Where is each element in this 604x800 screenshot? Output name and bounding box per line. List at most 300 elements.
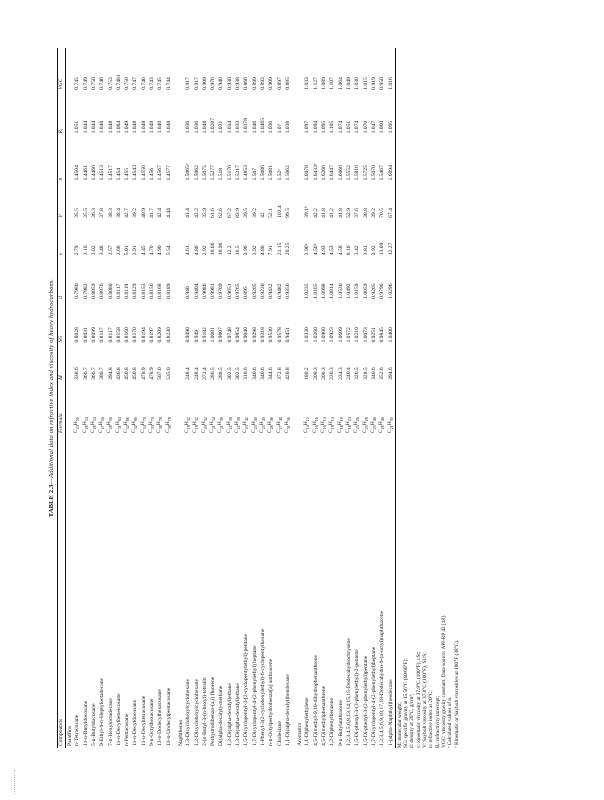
value-cell: 41.7 — [149, 208, 156, 218]
value-cell: 0.9230 — [260, 283, 267, 299]
value-cell: 1.015 — [362, 77, 369, 90]
group-header-row — [66, 48, 74, 748]
table-row — [165, 48, 173, 748]
footnote-line: ᵃ Calculated values of n. — [447, 696, 454, 748]
value-cell: 3.66 — [115, 245, 122, 256]
column-header: V — [58, 183, 66, 220]
value-cell: 1.074 — [337, 120, 344, 134]
table-row — [192, 48, 200, 748]
value-cell: 0.9356 — [284, 283, 291, 299]
value-cell: 67.4 — [387, 183, 396, 220]
table-row — [345, 48, 353, 748]
value-cell: 3.10 — [82, 245, 89, 256]
hydrocarbon-data-table — [57, 48, 396, 748]
table-row — [201, 48, 209, 748]
value-cell: 12.2 — [226, 245, 233, 256]
column-header: Compounds — [58, 435, 66, 748]
formula-cell: $C_{32}H_{66}$ — [131, 417, 139, 433]
table-row — [259, 48, 267, 748]
value-cell: 0.9040 — [243, 327, 250, 343]
formula-cell: $C_{16}H_{14}$ — [320, 417, 328, 433]
footnote-line: n: refractive index at 20°C; — [428, 690, 435, 748]
value-cell: 1.048 — [132, 120, 139, 134]
footnote-line: Rᵢ: refractivity intercept; — [434, 695, 441, 748]
value-cell: 103.4 — [276, 205, 283, 218]
value-cell: 1.036 — [268, 120, 275, 134]
table-row — [337, 48, 345, 748]
value-cell: 1.0296 — [387, 257, 396, 301]
value-cell: 0.750 — [90, 77, 97, 90]
table-row — [90, 48, 98, 748]
value-cell: 0.949 — [193, 329, 200, 343]
compound-name: 11-n-Decyldocosane — [132, 699, 139, 746]
value-cell: 0.917 — [185, 77, 192, 90]
value-cell: 206.3 — [321, 367, 328, 380]
compound-name: 1,5-Di-phenyl-3-(3-phenylethyl)-2-pentene — [354, 649, 361, 746]
compound-name: 7-n-Hexyloctadecane — [107, 698, 114, 746]
value-cell: 1.455 — [124, 167, 131, 181]
value-cell: 5.54 — [165, 245, 172, 256]
table-row — [184, 48, 192, 748]
value-cell: 0.9086 — [201, 283, 208, 299]
value-cell: 340.6 — [370, 367, 377, 380]
value-cell: 0.940 — [218, 77, 225, 90]
formula-cell: $C_{27}H_{56}$ — [98, 417, 106, 433]
value-cell: 1.5176 — [226, 165, 233, 181]
value-cell: 0.8129 — [132, 283, 139, 299]
value-cell: 3.92 — [370, 245, 377, 256]
value-cell: 42.2 — [312, 208, 319, 218]
value-cell: 1.5062 — [284, 165, 291, 181]
table-header-row — [58, 48, 66, 748]
value-cell: 208.3 — [312, 367, 319, 380]
value-cell: 1.4504 — [74, 165, 81, 181]
value-cell: 234.3 — [337, 367, 344, 380]
value-cell: 36.3 — [90, 208, 97, 218]
compound-name: 2-(n-Butyl-3-(n-hexyl)-tetralin — [201, 677, 208, 746]
value-cell: 450.8 — [132, 367, 139, 380]
formula-cell: $C_{27}H_{48}$ — [275, 417, 283, 433]
formula-cell: $C_{31}H_{64}$ — [114, 417, 122, 433]
value-cell: 0.8031 — [82, 327, 89, 343]
value-cell: 1.0287 — [210, 118, 217, 134]
value-cell: 3.81 — [362, 245, 369, 256]
value-cell: 62.6 — [218, 208, 225, 218]
value-cell: 35.9 — [201, 208, 208, 218]
footnote-line: d: density at 20°C, g/cm³; — [409, 693, 416, 748]
value-cell: 1.5070 — [370, 165, 377, 181]
compound-name: 1,7-Dicyclopentyl-4-(2-phenylethyl)heptane — [370, 646, 377, 746]
value-cell: 0.8059 — [90, 283, 97, 299]
value-cell: 0.930 — [226, 77, 233, 90]
compound-name: Cholestane — [276, 721, 283, 746]
formula-cell: $C_{25}H_{28}$ — [361, 417, 369, 433]
value-cell: 0.909 — [268, 77, 275, 90]
value-cell: 4.90 — [157, 245, 164, 256]
formula-cell: $C_{34}H_{70}$ — [148, 417, 156, 433]
value-cell: 1.0235 — [304, 283, 311, 299]
value-cell: 0.743 — [149, 77, 156, 90]
value-cell: 20.25 — [284, 242, 291, 256]
formula-cell: $C_{18}H_{14}$ — [328, 417, 336, 433]
value-cell: 1.5816 — [354, 165, 361, 181]
formula-cell: $C_{21}H_{36}$ — [217, 417, 225, 433]
compound-name: Perhydrodibenzo-(a,i) fluorene — [210, 676, 217, 746]
value-cell: 1.6066 — [337, 165, 344, 181]
formula-cell: $C_{18}H_{32}$ — [192, 417, 200, 433]
compound-name: 1,1-Di(alpha-decalyl)hendecane — [284, 674, 291, 746]
value-cell: 0.8170 — [132, 327, 139, 343]
formula-cell: $C_{22}H_{38}$ — [225, 417, 233, 433]
compound-name: 13-n-Dodecylhexacosane — [157, 689, 164, 746]
table-row — [276, 48, 284, 748]
rotated-table-page — [48, 48, 458, 748]
value-cell: 39.2 — [132, 208, 139, 218]
value-cell: 302.5 — [235, 367, 242, 380]
value-cell: 0.9651 — [226, 283, 233, 299]
table-row — [82, 48, 90, 748]
value-cell: 302.5 — [226, 367, 233, 380]
group-title: Naphthenes — [177, 719, 184, 746]
value-cell: 0.745 — [74, 77, 81, 90]
value-cell: 366.7 — [82, 367, 89, 380]
compound-name: n-Tetracosane — [74, 714, 81, 746]
value-cell: 0.885 — [284, 77, 291, 90]
value-cell: 1.094 — [312, 120, 319, 134]
value-cell: 1.518 — [218, 167, 225, 181]
column-header: Formula — [58, 382, 66, 435]
compound-name: 1,2-Dicyclohexylcyclohexane — [193, 679, 200, 746]
value-cell: 4.93 — [321, 245, 328, 256]
value-cell: 0.8156 — [149, 283, 156, 299]
value-cell: 0.9205 — [251, 283, 258, 299]
compound-name: 5-n-Butyldocosane — [90, 703, 97, 746]
value-cell: 83.9 — [235, 208, 242, 218]
value-cell: 1.4577 — [165, 165, 172, 181]
table-body — [66, 48, 396, 748]
value-cell: 0.747 — [132, 77, 139, 90]
value-cell: 0.7983 — [82, 283, 89, 299]
value-cell: 4.44 — [165, 208, 172, 218]
value-cell: 3.92 — [251, 245, 258, 256]
value-cell: 1.107 — [329, 77, 336, 90]
value-cell: 1.051 — [74, 120, 81, 134]
value-cell: 1.5467 — [379, 165, 386, 181]
formula-cell: $C_{23}H_{42}$ — [242, 417, 250, 433]
value-cell: 1.016 — [387, 48, 396, 92]
value-cell: 4.45 — [140, 245, 147, 256]
value-cell: 1.0165 — [312, 283, 319, 299]
compound-name: 4,5-Dimethylphenanthrene — [321, 685, 328, 746]
value-cell: 40.9 — [140, 208, 147, 218]
table-row — [209, 48, 217, 748]
value-cell: 0.8117 — [107, 327, 114, 343]
column-header: M — [58, 345, 66, 382]
value-cell: 1.52ᵃ — [276, 169, 283, 181]
formula-cell: $C_{21}H_{30}$ — [387, 382, 396, 435]
value-cell: 1.4466 — [90, 165, 97, 181]
value-cell: 3.02 — [90, 245, 97, 256]
value-cell: 0.749 — [82, 77, 89, 90]
table-title: Additional data on refractive index and viscosity of heavy hydrocarbons. — [48, 278, 55, 478]
table-row — [378, 48, 386, 748]
value-cell: 0.8028 — [74, 327, 81, 343]
value-cell: 1.084 — [115, 120, 122, 134]
value-cell: 1.048 — [165, 120, 172, 134]
compound-name: 1,1-Diphenylethylene — [304, 697, 311, 746]
value-cell: 0.8099 — [90, 327, 97, 343]
value-cell: 1.047 — [370, 120, 377, 134]
table-row — [73, 48, 81, 748]
table-label: TABLE 2.3 — [48, 484, 55, 518]
value-cell: 1.6447 — [329, 165, 336, 181]
formula-cell: $C_{32}H_{66}$ — [123, 417, 131, 433]
value-cell: 0.895 — [243, 286, 250, 299]
value-cell: 0.9404 — [193, 283, 200, 299]
value-cell: 0.976 — [210, 77, 217, 90]
table-row — [98, 48, 106, 748]
value-cell: 428.8 — [284, 367, 291, 380]
value-cell: 0.746 — [140, 77, 147, 90]
value-cell: 1.095 — [321, 120, 328, 134]
value-cell: 0.9318 — [260, 327, 267, 343]
value-cell: 0.909 — [201, 77, 208, 90]
value-cell: 1.4853 — [243, 165, 250, 181]
column-header: ν — [58, 220, 66, 257]
value-cell: 41.8 — [321, 208, 328, 218]
compound-name: n-n-Octylperhydrobenzo[a] anthracene — [268, 658, 275, 746]
compound-name: 11-n-Decyltetracosane — [140, 695, 147, 746]
value-cell: 1.046 — [251, 120, 258, 134]
compound-name: 1-(alpha-Naphthyl)hendecane — [387, 435, 396, 748]
value-cell: 0.9854 — [235, 327, 242, 343]
formula-cell: $C_{21}H_{34}$ — [209, 417, 217, 433]
value-cell: 0.9709 — [218, 283, 225, 299]
value-cell: 1.048 — [99, 120, 106, 134]
value-cell: 1.6433ᵃ — [312, 163, 319, 181]
formula-cell: $C_{26}H_{46}$ — [267, 417, 275, 433]
value-cell: 0.9765 — [235, 283, 242, 299]
value-cell: 1.089 — [321, 77, 328, 90]
table-row — [362, 48, 370, 748]
value-cell: 38.3 — [107, 208, 114, 218]
value-cell: 0.8076 — [99, 283, 106, 299]
value-cell: 0.9530 — [268, 327, 275, 343]
value-cell: 1.044 — [90, 120, 97, 134]
value-cell: 1.5065ᵃ — [185, 163, 192, 181]
value-cell: 478.9 — [149, 367, 156, 380]
value-cell: 0.745 — [157, 77, 164, 90]
value-cell: 1.4556 — [140, 165, 147, 181]
value-cell: 1.456 — [149, 167, 156, 181]
table-row — [217, 48, 225, 748]
group-header-row — [296, 48, 303, 748]
table-row — [234, 48, 242, 748]
value-cell: 0.744 — [165, 77, 172, 90]
value-cell: 286.5 — [210, 367, 217, 380]
value-cell: 3.96 — [243, 245, 250, 256]
value-cell: 180.2 — [304, 367, 311, 380]
value-cell: 1.051 — [346, 120, 353, 134]
value-cell: 1.049 — [124, 120, 131, 134]
value-cell: 240.4 — [346, 367, 353, 380]
value-cell: 380.7 — [99, 367, 106, 380]
value-cell: 0.9845 — [379, 327, 386, 343]
table-caption: TABLE 2.3—Additional data on refractive index and viscosity of heavy hydrocarbons. — [48, 278, 55, 518]
compound-name: 1,3-Di(alpha-decalyl)ethane — [235, 683, 242, 746]
value-cell: 535.0 — [165, 367, 172, 380]
value-cell: 394.6 — [387, 345, 396, 382]
footnote-line: ν: kinematic viscosity at 37.8°C (100°F), cSt; — [415, 651, 422, 748]
value-cell: 52.9 — [346, 208, 353, 218]
value-cell: 52.1 — [268, 208, 275, 218]
formula-cell: $C_{34}H_{70}$ — [139, 417, 147, 433]
value-cell: 0.8168 — [157, 283, 164, 299]
value-cell: 0.938 — [235, 77, 242, 90]
compound-name: 9-n-Butylanthracene — [337, 700, 344, 746]
value-cell: 0.9432 — [268, 283, 275, 299]
value-cell: 1.070 — [362, 120, 369, 134]
value-cell: 1.031 — [218, 120, 225, 134]
compound-name: 1,3-Dicyclohexylcyclohexane — [185, 679, 192, 746]
table-row — [320, 48, 328, 748]
value-cell: 0.897 — [276, 77, 283, 90]
value-cell: 340.6 — [251, 367, 258, 380]
table-footnotes — [397, 48, 460, 748]
value-cell: 0.9482 — [276, 283, 283, 299]
formula-cell: $C_{25}H_{40}$ — [258, 417, 267, 433]
formula-cell: $C_{18}H_{18}$ — [336, 417, 344, 433]
value-cell: 4.61 — [185, 245, 192, 256]
value-cell: 0.940 — [185, 286, 192, 299]
value-cell: 1.0330 — [304, 327, 311, 343]
value-cell: 1.4567 — [157, 165, 164, 181]
value-cell: 21.15 — [276, 242, 283, 256]
value-cell: 450.8 — [124, 367, 131, 380]
value-cell: 1.5086 — [260, 165, 267, 181]
value-cell: 1.4461 — [82, 165, 89, 181]
compound-name: 1,5-Dicyclopentyl-3-[2-cyclopentylethyl]-pentane — [243, 634, 250, 746]
value-cell: 5.01 — [124, 245, 131, 256]
group-title: Paraffins — [67, 725, 73, 746]
value-cell: 3.57 — [107, 245, 114, 256]
value-cell: 37.6 — [354, 208, 361, 218]
table-row — [303, 48, 311, 748]
value-cell: 4.86 — [193, 245, 200, 256]
table-row — [140, 48, 148, 748]
value-cell: 352.6 — [379, 367, 386, 380]
formula-cell: $C_{25}H_{40}$ — [250, 417, 258, 433]
value-cell: 42.4 — [157, 208, 164, 218]
value-cell: 1.5725 — [362, 165, 369, 181]
value-cell: 4.53 — [329, 245, 336, 256]
compound-name: 13-n-Undecylpentacosane — [165, 687, 172, 746]
value-cell: 7.91 — [268, 245, 275, 256]
footnote-line: VGC: viscosity gravity constant. Data source: API-RP 42 [18]. — [440, 614, 447, 748]
value-cell: 0.8080 — [107, 283, 114, 299]
formula-cell: $C_{18}H_{32}$ — [184, 417, 192, 433]
value-cell: 1.048 — [201, 120, 208, 134]
table-row — [242, 48, 250, 748]
value-cell: 0.899 — [251, 77, 258, 90]
value-cell: 0.9451 — [284, 327, 291, 343]
value-cell: 2.92 — [201, 245, 208, 256]
group-title: Aromatics — [297, 722, 304, 746]
formula-cell: $C_{28}H_{58}$ — [106, 417, 114, 433]
value-cell: 436.8 — [115, 367, 122, 380]
value-cell: 230.3 — [329, 367, 336, 380]
value-cell: 1.048 — [140, 120, 147, 134]
value-cell: 328.5 — [362, 367, 369, 380]
value-cell: 3.42 — [354, 245, 361, 256]
formula-cell: $C_{26}H_{54}$ — [89, 417, 97, 433]
value-cell: 366.7 — [90, 367, 97, 380]
formula-cell: $C_{31}H_{56}$ — [283, 417, 292, 433]
value-cell: 0.9182 — [201, 327, 208, 343]
value-cell: 2.79 — [74, 245, 81, 256]
value-cell: 1.5277 — [210, 165, 217, 181]
value-cell: 1.095 — [387, 92, 396, 136]
compound-name: 1-Phenyl-3(2-cyclohexylethyl)-6-cyclopentylhexane — [260, 628, 267, 746]
table-row — [353, 48, 361, 748]
formula-cell: $C_{26}H_{40}$ — [378, 417, 386, 433]
value-cell: 0.866 — [243, 77, 250, 90]
value-cell: 42.2 — [193, 208, 200, 218]
value-cell: 39.1ᵇ — [304, 206, 311, 218]
value-cell: 1.454 — [115, 167, 122, 181]
value-cell: 1.0400 — [387, 301, 396, 345]
compound-name: 4,5-Dimethyl-9,10-dihydrophenanthrene — [312, 654, 319, 746]
formula-cell: $C_{38}H_{78}$ — [164, 417, 172, 433]
value-cell: 248.4 — [185, 367, 192, 380]
value-cell: 1.038 — [284, 120, 291, 134]
table-row — [370, 48, 378, 748]
value-cell: 0.9748 — [226, 327, 233, 343]
value-cell: 0.9807 — [218, 327, 225, 343]
value-cell: 1.5062 — [193, 165, 200, 181]
table-row — [115, 48, 123, 748]
compound-name: 1,2,3,4,5,6,9,10,17,18-Dodecahydro-9-(n-octyl)naphthacene — [379, 611, 386, 746]
table-row — [284, 48, 292, 748]
value-cell: 0.9205 — [370, 283, 377, 299]
value-cell: 41.4 — [185, 208, 192, 218]
value-cell: 1.0998 — [321, 283, 328, 299]
value-cell: 13.09 — [379, 242, 386, 256]
value-cell: 1.6266 — [321, 165, 328, 181]
compound-name: 1,2-Diphenylbenzene — [329, 698, 336, 746]
compound-name: 9-n-Octylhexacosane — [149, 698, 156, 746]
column-header: SG — [58, 301, 66, 345]
value-cell: 0.9490 — [185, 327, 192, 343]
value-cell: 1.507 — [251, 167, 258, 181]
formula-cell: $C_{22}H_{38}$ — [234, 417, 242, 433]
value-cell: 0.7481 — [115, 74, 122, 90]
value-cell: 1.0059 — [362, 283, 369, 299]
page-edge-mark — [14, 770, 18, 794]
compound-name: 1,5-Di-phenyl-3-(2-phenylethyl)pentane — [362, 655, 369, 746]
formula-cell: $C_{25}H_{40}$ — [369, 417, 378, 433]
value-cell: 1.097 — [304, 120, 311, 134]
value-cell: 1.0465 — [260, 118, 267, 134]
value-cell: 1.4517 — [107, 165, 114, 181]
column-header: n — [58, 135, 66, 182]
value-cell: 326.5 — [354, 367, 361, 380]
value-cell: 1.105 — [329, 120, 336, 134]
value-cell: 8.16 — [346, 245, 353, 256]
value-cell: 1.036 — [185, 120, 192, 134]
value-cell: 1.064 — [337, 77, 344, 90]
value-cell: 0.9981 — [210, 283, 217, 299]
